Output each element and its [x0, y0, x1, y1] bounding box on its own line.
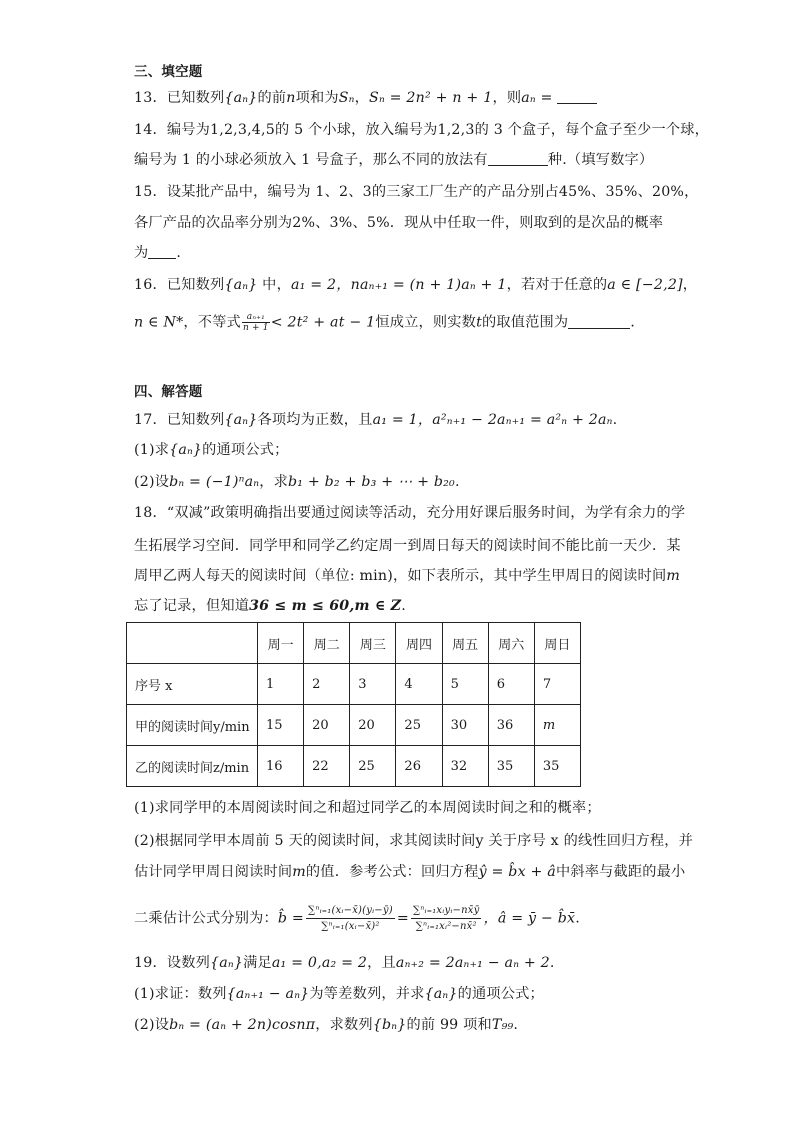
table-cell: 20 — [350, 705, 396, 746]
table-header-row — [127, 623, 581, 664]
question-18-line-1: 18．“双减”政策明确指出要通过阅读等活动，充分用好课后服务时间，为学有余力的学 — [134, 505, 686, 521]
question-15-line-3: 为 . — [134, 245, 182, 261]
table-cell: 3 — [350, 664, 396, 705]
answer-blank-14[interactable] — [488, 151, 548, 166]
table-cell: 7 — [534, 664, 580, 705]
slope-fraction-1: $\frac{\text{∑ⁿᵢ₌₁(xᵢ−x̄)(yᵢ−ȳ)}}{\text{∑ⁿᵢ₌₁(xᵢ−x̄)²}}$ — [307, 905, 393, 932]
table-corner-cell — [127, 623, 258, 664]
question-14-line-2: 编号为 1 的小球必须放入 1 号盒子，那么不同的放法有 种.（填写数字） — [134, 152, 654, 168]
answer-blank-16[interactable] — [568, 314, 630, 329]
table-header-cell: 周一 — [258, 623, 304, 664]
table-cell: 30 — [442, 705, 488, 746]
table-cell: 2 — [304, 664, 350, 705]
question-13: 13．已知数列{aₙ}的前n项和为Sₙ，Sₙ = 2n² + n + 1，则aₙ = — [134, 88, 674, 108]
table-cell: 15 — [258, 705, 304, 746]
row-label: 乙的阅读时间z/min — [127, 746, 258, 787]
table-header-cell: 周五 — [442, 623, 488, 664]
reading-time-table — [126, 622, 581, 787]
section-3-heading: 三、填空题 — [134, 64, 203, 80]
question-16-line-2: n ∈ N*，不等式 $\frac{\text{aₙ₊₁}}{n + 1}$ < 2t² + at − 1恒成立，则实数t的取值范围为 ． — [134, 312, 645, 333]
table-cell: 35 — [488, 746, 534, 787]
answer-blank-13[interactable] — [557, 89, 597, 104]
section-4-heading: 四、解答题 — [134, 384, 203, 400]
table-row — [127, 664, 581, 705]
table-cell: 6 — [488, 664, 534, 705]
row-label: 序号 x — [127, 664, 258, 705]
table-row — [127, 746, 581, 787]
question-19-line-1: 19．设数列{aₙ}满足a₁ = 0,a₂ = 2，且aₙ₊₂ = 2aₙ₊₁ − aₙ + 2. — [134, 955, 555, 971]
question-18-part-1: (1)求同学甲的本周阅读时间之和超过同学乙的本周阅读时间之和的概率； — [134, 800, 601, 816]
table-cell: 4 — [396, 664, 442, 705]
question-16-line-1: 16．已知数列{aₙ} 中，a₁ = 2，naₙ₊₁ = (n + 1)aₙ + 1，若对于任意的a ∈ [−2,2]， — [134, 277, 698, 293]
question-18-line-3: 周甲乙两人每天的阅读时间（单位: min)，如下表所示，其中学生甲周日的阅读时间m — [134, 568, 680, 584]
table-cell: 35 — [534, 746, 580, 787]
question-17-part-2: (2)设bₙ = (−1)ⁿaₙ，求b₁ + b₂ + b₃ + ⋯ + b₂₀. — [134, 474, 460, 490]
question-18-part-2-line-3: 二乘估计公式分别为：b̂ = $\frac{\text{∑ⁿᵢ₌₁(xᵢ−x̄)(yᵢ−ȳ)}}{\text{∑ⁿᵢ₌₁(xᵢ−x̄)²}}$ = $\frac{\text{∑ⁿᵢ₌₁xᵢyᵢ−nx̄ȳ}}{\text{∑ⁿᵢ₌₁xᵢ²−nx̄²}}$ ，â = ȳ − b̂x̄. — [134, 905, 580, 932]
question-18-line-2: 生拓展学习空间．同学甲和同学乙约定周一到周日每天的阅读时间不能比前一天少．某 — [134, 538, 681, 554]
table-cell: 26 — [396, 746, 442, 787]
table-cell: 32 — [442, 746, 488, 787]
table-cell: 36 — [488, 705, 534, 746]
question-14-line-1: 14．编号为1,2,3,4,5的 5 个小球，放入编号为1,2,3的 3 个盒子，每个盒子至少一个球， — [134, 122, 710, 138]
question-18-line-4: 忘了记录，但知道36 ≤ m ≤ 60,m ∈ Z. — [134, 598, 406, 614]
table-cell: 5 — [442, 664, 488, 705]
question-15-line-2: 各厂产品的次品率分别为2%、3%、5%．现从中任取一件，则取到的是次品的概率 — [134, 215, 664, 231]
table-cell: 1 — [258, 664, 304, 705]
table-cell: 25 — [396, 705, 442, 746]
table-header-cell: 周六 — [488, 623, 534, 664]
table-row — [127, 705, 581, 746]
question-18-part-2-line-2: 估计同学甲周日阅读时间m的值．参考公式：回归方程ŷ = b̂x + â中斜率与截距的最小 — [134, 864, 686, 880]
answer-blank-15[interactable] — [148, 244, 176, 259]
table-cell: m — [534, 705, 580, 746]
question-17-part-1: (1)求{aₙ}的通项公式； — [134, 442, 289, 458]
fraction-a-over-n: $\frac{\text{aₙ₊₁}}{n + 1}$ — [242, 312, 269, 333]
question-19-part-1: (1)求证：数列{aₙ₊₁ − aₙ}为等差数列，并求{aₙ}的通项公式； — [134, 986, 544, 1002]
question-17-line-1: 17．已知数列{aₙ}各项均为正数，且a₁ = 1，a²ₙ₊₁ − 2aₙ₊₁ = a²ₙ + 2aₙ. — [134, 412, 618, 428]
table-header-cell: 周日 — [534, 623, 580, 664]
table-cell: 25 — [350, 746, 396, 787]
slope-fraction-2: $\frac{\text{∑ⁿᵢ₌₁xᵢyᵢ−nx̄ȳ}}{\text{∑ⁿᵢ₌₁xᵢ²−nx̄²}}$ — [412, 905, 480, 932]
table-cell: 22 — [304, 746, 350, 787]
question-18-part-2-line-1: (2)根据同学甲本周前 5 天的阅读时间，求其阅读时间y 关于序号 x 的线性回归方程，并 — [134, 833, 694, 849]
table-header-cell: 周二 — [304, 623, 350, 664]
question-15-line-1: 15．设某批产品中，编号为 1、2、3的三家工厂生产的产品分别占45%、35%、20%， — [134, 184, 699, 200]
table-header-cell: 周三 — [350, 623, 396, 664]
table-cell: 20 — [304, 705, 350, 746]
table-cell: 16 — [258, 746, 304, 787]
row-label: 甲的阅读时间y/min — [127, 705, 258, 746]
question-19-part-2: (2)设bₙ = (aₙ + 2n)cosnπ，求数列{bₙ}的前 99 项和T₉₉. — [134, 1017, 519, 1033]
table-header-cell: 周四 — [396, 623, 442, 664]
